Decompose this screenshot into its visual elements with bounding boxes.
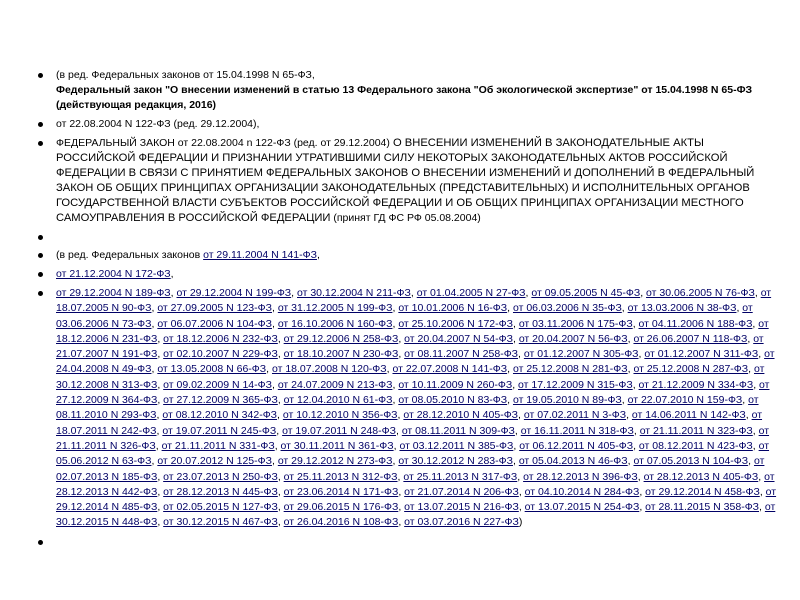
bullet-icon xyxy=(38,291,43,296)
law-link[interactable]: от 24.07.2009 N 213-ФЗ xyxy=(277,378,393,391)
law-link[interactable]: от 08.12.2010 N 342-ФЗ xyxy=(162,409,278,422)
edition-prefix: (в ред. Федеральных законов xyxy=(56,249,204,261)
list-item xyxy=(38,286,778,531)
link-separator: , xyxy=(277,348,284,361)
law-link[interactable]: от 30.06.2005 N 76-ФЗ xyxy=(646,287,755,299)
link-separator: , xyxy=(621,302,628,315)
link-separator: , xyxy=(276,424,283,437)
law-link[interactable]: от 03.12.2011 N 385-ФЗ xyxy=(399,439,514,452)
link-separator: , xyxy=(151,302,158,315)
law-link[interactable]: от 21.12.2009 N 334-ФЗ xyxy=(638,378,754,391)
law-link[interactable]: от 21.11.2011 N 326-ФЗ xyxy=(56,424,770,452)
link-separator: , xyxy=(633,424,640,437)
link-separator: , xyxy=(151,317,158,330)
link-separator: , xyxy=(157,348,164,361)
law-link[interactable]: от 26.04.2016 N 108-ФЗ xyxy=(283,516,399,529)
law-link[interactable]: от 28.11.2015 N 358-ФЗ xyxy=(645,501,760,514)
link-separator: , xyxy=(752,317,759,330)
link-separator: , xyxy=(398,516,405,529)
link-separator: , xyxy=(514,424,521,437)
link-separator: , xyxy=(507,302,513,315)
link-separator: , xyxy=(156,409,163,422)
law-link[interactable]: от 29.12.2004 N 189-ФЗ xyxy=(56,287,171,299)
law-adopted: (принят ГД ФС РФ 05.08.2004) xyxy=(330,212,481,224)
edition-laws xyxy=(56,248,778,263)
link-separator: , xyxy=(745,409,752,422)
link-separator: , xyxy=(637,470,644,483)
law-link[interactable]: от 07.05.2013 N 104-ФЗ xyxy=(633,455,749,468)
law-link[interactable]: от 13.03.2006 N 38-ФЗ xyxy=(627,302,737,315)
law-link[interactable]: от 30.12.2015 N 467-ФЗ xyxy=(163,516,278,529)
law-link[interactable]: от 24.04.2008 N 49-ФЗ xyxy=(56,348,775,376)
link-separator: , xyxy=(512,455,519,468)
link-separator: , xyxy=(747,332,754,345)
law-link[interactable]: от 23.06.2014 N 171-ФЗ xyxy=(283,485,399,498)
law-link[interactable]: от 22.07.2010 N 159-ФЗ xyxy=(627,394,743,407)
link-separator: , xyxy=(398,485,405,498)
law-link[interactable]: от 21.11.2011 N 331-ФЗ xyxy=(161,439,275,452)
link-separator: , xyxy=(397,409,404,422)
law-link[interactable]: от 01.12.2007 N 305-ФЗ xyxy=(523,348,639,361)
link-separator: , xyxy=(392,378,399,391)
link-separator: , xyxy=(277,485,284,498)
link-separator: , xyxy=(752,424,759,437)
law-link[interactable]: от 05.06.2012 N 63-ФЗ xyxy=(56,439,770,468)
law-link[interactable]: от 21.07.2014 N 206-ФЗ xyxy=(404,485,519,498)
link-separator: , xyxy=(392,455,399,468)
law-link[interactable]: от 29.06.2015 N 176-ФЗ xyxy=(283,501,399,514)
link-separator: , xyxy=(638,348,645,361)
link-separator: , xyxy=(398,501,405,514)
law-link[interactable]: от 03.07.2016 N 227-ФЗ xyxy=(404,516,519,529)
link-separator: , xyxy=(627,332,634,345)
link-separator: , xyxy=(151,455,158,468)
list-item xyxy=(38,248,778,263)
link-separator: , xyxy=(626,409,632,422)
link-separator: , xyxy=(170,268,174,280)
law-link[interactable]: от 21.11.2011 N 323-ФЗ xyxy=(639,424,753,437)
link-separator: , xyxy=(271,455,278,468)
law-prefix: ФЕДЕРАЛЬНЫЙ ЗАКОН от 22.08.2004 n 122-ФЗ (ред. от 29.12.2004) xyxy=(56,137,390,149)
amendments-list xyxy=(38,68,778,549)
link-separator: , xyxy=(621,394,628,407)
link-separator: ) xyxy=(518,516,523,529)
law-link[interactable]: от 10.01.2006 N 16-ФЗ xyxy=(398,302,508,315)
law-link[interactable]: от 16.11.2011 N 318-ФЗ xyxy=(520,424,634,437)
link-separator: , xyxy=(271,317,278,330)
law-link[interactable]: от 25.10.2006 N 172-ФЗ xyxy=(398,317,513,330)
link-separator: , xyxy=(512,317,519,330)
link-separator: , xyxy=(518,348,524,361)
law-link[interactable]: от 22.07.2008 N 141-ФЗ xyxy=(392,363,508,376)
law-link[interactable]: от 04.11.2006 N 188-ФЗ xyxy=(638,317,753,330)
link-separator: , xyxy=(748,455,754,468)
link-separator: , xyxy=(277,394,284,407)
law-link[interactable]: от 19.07.2011 N 245-ФЗ xyxy=(162,424,277,437)
link-separator: , xyxy=(518,485,525,498)
link-separator: , xyxy=(758,470,765,483)
law-link[interactable]: от 20.04.2007 N 54-ФЗ xyxy=(404,332,513,345)
link-separator: , xyxy=(271,302,278,315)
link-separator: , xyxy=(632,378,639,391)
law-link[interactable]: от 29.11.2004 N 141-ФЗ xyxy=(203,249,317,261)
law-link[interactable]: от 05.04.2013 N 46-ФЗ xyxy=(518,455,628,468)
link-separator: , xyxy=(410,287,417,299)
link-separator: , xyxy=(525,287,532,299)
link-separator: , xyxy=(277,501,284,514)
law-link[interactable]: от 17.12.2009 N 315-ФЗ xyxy=(518,378,633,391)
law-link[interactable]: от 18.07.2008 N 120-ФЗ xyxy=(271,363,387,376)
law-link[interactable]: от 08.11.2010 N 293-ФЗ xyxy=(56,394,759,422)
law-link[interactable]: от 16.10.2006 N 160-ФЗ xyxy=(277,317,393,330)
link-separator: , xyxy=(271,378,278,391)
link-separator: , xyxy=(736,302,743,315)
link-separator: , xyxy=(512,332,519,345)
law-link[interactable]: от 28.12.2010 N 405-ФЗ xyxy=(403,409,519,422)
bullet-icon xyxy=(38,73,43,78)
bullet-icon xyxy=(38,141,43,146)
list-item xyxy=(38,117,778,132)
link-separator: , xyxy=(742,394,749,407)
law-link[interactable]: от 18.12.2006 N 232-ФЗ xyxy=(163,332,278,345)
law-link[interactable]: от 29.12.2012 N 273-ФЗ xyxy=(277,455,393,468)
link-separator: , xyxy=(277,409,283,422)
link-separator: , xyxy=(507,394,513,407)
law-link[interactable]: от 06.03.2006 N 35-ФЗ xyxy=(512,302,622,315)
law-link[interactable]: от 06.07.2006 N 104-ФЗ xyxy=(157,317,272,330)
link-separator: , xyxy=(386,363,393,376)
link-separator: , xyxy=(748,363,754,376)
law-link[interactable]: от 21.12.2004 N 172-ФЗ xyxy=(56,268,171,280)
link-separator: , xyxy=(518,409,524,422)
link-separator: , xyxy=(753,378,760,391)
link-separator: , xyxy=(627,363,634,376)
document-page xyxy=(38,68,778,553)
link-separator: , xyxy=(274,439,281,452)
link-separator: , xyxy=(754,287,761,299)
law-title-bold: Федеральный закон "О внесении изменений в статью 13 Федерального закона "Об экологической экспертизе" от 15.04.1998 N 65-ФЗ (действующая редакция, 2016) xyxy=(56,84,753,111)
bullet-icon xyxy=(38,272,43,277)
law-link[interactable]: от 03.11.2006 N 175-ФЗ xyxy=(518,317,633,330)
link-separator: , xyxy=(632,317,639,330)
link-separator: , xyxy=(633,439,639,452)
bullet-icon xyxy=(38,540,43,545)
link-separator: , xyxy=(513,439,520,452)
law-link[interactable]: от 29.12.2006 N 258-ФЗ xyxy=(283,332,399,345)
link-separator: , xyxy=(393,439,400,452)
law-link[interactable]: от 08.05.2010 N 83-ФЗ xyxy=(398,394,508,407)
law-link[interactable]: от 02.05.2015 N 127-ФЗ xyxy=(163,501,278,514)
link-separator: , xyxy=(157,485,164,498)
link-separator: , xyxy=(758,348,765,361)
link-separator: , xyxy=(397,470,404,483)
list-item xyxy=(38,267,778,282)
link-separator: , xyxy=(316,249,320,261)
law-link[interactable]: от 30.11.2011 N 361-ФЗ xyxy=(280,439,394,452)
link-separator: , xyxy=(759,485,766,498)
law-link[interactable]: от 10.12.2010 N 356-ФЗ xyxy=(282,409,398,422)
amendment-links xyxy=(56,286,778,531)
bullet-icon xyxy=(38,253,43,258)
law-link[interactable]: от 23.07.2013 N 250-ФЗ xyxy=(163,470,278,483)
law-link[interactable]: от 27.12.2009 N 364-ФЗ xyxy=(56,378,770,407)
law-link[interactable]: от 25.12.2008 N 287-ФЗ xyxy=(633,363,749,376)
link-separator: , xyxy=(392,302,399,315)
link-separator: , xyxy=(155,439,162,452)
law-link[interactable]: от 04.10.2014 N 284-ФЗ xyxy=(524,485,640,498)
law-link[interactable]: от 18.07.2005 N 90-ФЗ xyxy=(56,287,772,315)
link-separator: , xyxy=(277,470,284,483)
law-title-caps: О ВНЕСЕНИИ ИЗМЕНЕНИЙ В ЗАКОНОДАТЕЛЬНЫЕ АКТЫ РОССИЙСКОЙ ФЕДЕРАЦИИ И ПРИЗНАНИИ УТРАТИВШИМИ СИЛУ НЕКОТОРЫХ ЗАКОНОДАТЕЛЬНЫХ АКТОВ РОССИЙСКОЙ ФЕДЕРАЦИИ В СВЯЗИ С ПРИНЯТИЕМ ФЕДЕРАЛЬНЫХ ЗАКОНОВ О ВНЕСЕНИИ ИЗМЕНЕНИЙ И ДОПОЛНЕНИЙ В ФЕДЕРАЛЬНЫЙ ЗАКОН ОБ ОБЩИХ ПРИНЦИПАХ ОРГАНИЗАЦИИ ЗАКОНОДАТЕЛЬНЫХ (ПРЕДСТАВИТЕЛЬНЫХ) И ИСПОЛНИТЕЛЬНЫХ ОРГАНОВ ГОСУДАРСТВЕННОЙ ВЛАСТИ СУБЪЕКТОВ РОССИЙСКОЙ ФЕДЕРАЦИИ И ОБ ОБЩИХ ПРИНЦИПАХ ОРГАНИЗАЦИИ МЕСТНОГО САМОУПРАВЛЕНИЯ В РОССИЙСКОЙ ФЕДЕРАЦИИ xyxy=(56,137,755,224)
link-separator: , xyxy=(392,317,399,330)
law-link[interactable]: от 08.11.2007 N 258-ФЗ xyxy=(404,348,519,361)
law-link[interactable]: от 29.12.2004 N 199-ФЗ xyxy=(176,287,292,299)
law-link[interactable]: от 01.04.2005 N 27-ФЗ xyxy=(416,287,526,299)
law-link[interactable]: от 13.07.2015 N 254-ФЗ xyxy=(524,501,640,514)
law-link[interactable]: от 09.05.2005 N 45-ФЗ xyxy=(531,287,641,299)
link-separator: , xyxy=(392,394,399,407)
law-link[interactable]: от 28.12.2013 N 396-ФЗ xyxy=(523,470,638,483)
link-separator: , xyxy=(157,501,164,514)
law-link[interactable]: от 12.04.2010 N 61-ФЗ xyxy=(283,394,393,407)
link-separator: , xyxy=(627,455,634,468)
law-link[interactable]: от 27.12.2009 N 365-ФЗ xyxy=(163,394,278,407)
law-link[interactable]: от 03.06.2006 N 73-ФЗ xyxy=(56,302,753,330)
link-separator: , xyxy=(170,287,177,299)
link-separator: , xyxy=(398,332,405,345)
link-separator: , xyxy=(517,470,524,483)
law-link[interactable]: от 02.10.2007 N 229-ФЗ xyxy=(163,348,278,361)
link-separator: , xyxy=(157,470,164,483)
law-link[interactable]: от 06.12.2011 N 405-ФЗ xyxy=(519,439,634,452)
edition-note: (в ред. Федеральных законов от 15.04.1998 N 65-ФЗ, xyxy=(56,69,315,81)
law-link[interactable]: от 10.11.2009 N 260-ФЗ xyxy=(398,378,513,391)
law-link[interactable]: от 31.12.2005 N 199-ФЗ xyxy=(277,302,393,315)
law-link[interactable]: от 09.02.2009 N 14-ФЗ xyxy=(163,378,272,391)
law-link[interactable]: от 30.12.2004 N 211-ФЗ xyxy=(297,287,411,299)
link-separator: , xyxy=(277,332,284,345)
law-link[interactable]: от 07.02.2011 N 3-ФЗ xyxy=(523,409,627,422)
bullet-icon xyxy=(38,235,43,240)
law-link[interactable]: от 18.10.2007 N 230-ФЗ xyxy=(283,348,399,361)
link-separator: , xyxy=(759,501,765,514)
link-separator: , xyxy=(518,501,525,514)
link-separator: , xyxy=(640,287,647,299)
law-link[interactable]: от 25.12.2008 N 281-ФЗ xyxy=(512,363,628,376)
law-link[interactable]: от 21.07.2007 N 191-ФЗ xyxy=(56,332,764,361)
law-link[interactable]: от 01.12.2007 N 311-ФЗ xyxy=(644,348,759,361)
law-link[interactable]: от 29.12.2014 N 458-ФЗ xyxy=(645,485,760,498)
law-link[interactable]: от 28.12.2013 N 442-ФЗ xyxy=(56,470,775,498)
law-link[interactable]: от 13.07.2015 N 216-ФЗ xyxy=(404,501,519,514)
link-separator: , xyxy=(507,363,513,376)
bullet-icon xyxy=(38,122,43,127)
link-separator: , xyxy=(277,516,284,529)
law-link[interactable]: от 28.12.2013 N 445-ФЗ xyxy=(163,485,278,498)
law-link[interactable]: от 19.07.2011 N 248-ФЗ xyxy=(282,424,396,437)
law-link[interactable]: от 20.07.2012 N 125-ФЗ xyxy=(157,455,272,468)
link-separator: , xyxy=(157,378,164,391)
edition-date: от 22.08.2004 N 122-ФЗ (ред. 29.12.2004), xyxy=(56,118,260,130)
law-link[interactable]: от 25.11.2013 N 317-ФЗ xyxy=(403,470,518,483)
link-separator: , xyxy=(291,287,297,299)
link-separator: , xyxy=(151,363,158,376)
link-separator: , xyxy=(752,439,759,452)
law-link[interactable]: от 18.12.2006 N 231-ФЗ xyxy=(56,317,769,345)
link-separator: , xyxy=(266,363,272,376)
law-link[interactable]: от 08.12.2011 N 423-ФЗ xyxy=(638,439,753,452)
law-link[interactable]: от 13.05.2008 N 66-ФЗ xyxy=(157,363,267,376)
law-link[interactable]: от 14.06.2011 N 142-ФЗ xyxy=(631,409,746,422)
law-link[interactable]: от 30.12.2008 N 313-ФЗ xyxy=(56,363,765,391)
law-link[interactable]: от 30.12.2012 N 283-ФЗ xyxy=(398,455,513,468)
list-item xyxy=(38,68,778,113)
law-link[interactable]: от 26.06.2007 N 118-ФЗ xyxy=(633,332,748,345)
law-link[interactable]: от 29.12.2014 N 485-ФЗ xyxy=(56,485,777,514)
law-link[interactable]: от 30.12.2015 N 448-ФЗ xyxy=(56,501,776,529)
law-link[interactable]: от 19.05.2010 N 89-ФЗ xyxy=(512,394,622,407)
link-separator: , xyxy=(157,332,164,345)
law-link[interactable]: от 02.07.2013 N 185-ФЗ xyxy=(56,455,765,483)
list-item-empty xyxy=(38,535,778,549)
list-item-empty xyxy=(38,230,778,244)
law-link[interactable]: от 08.11.2011 N 309-ФЗ xyxy=(401,424,515,437)
law-link[interactable]: от 28.12.2013 N 405-ФЗ xyxy=(643,470,759,483)
link-separator: , xyxy=(156,424,163,437)
link-separator: , xyxy=(639,501,646,514)
law-link[interactable]: от 18.07.2011 N 242-ФЗ xyxy=(56,409,763,437)
edition-law xyxy=(56,267,778,282)
law-link[interactable]: от 20.04.2007 N 56-ФЗ xyxy=(518,332,628,345)
law-link[interactable]: от 25.11.2013 N 312-ФЗ xyxy=(283,470,398,483)
link-separator: , xyxy=(639,485,646,498)
list-item xyxy=(38,136,778,226)
link-separator: , xyxy=(157,394,164,407)
federal-law-heading xyxy=(56,136,778,226)
law-link[interactable]: от 27.09.2005 N 123-ФЗ xyxy=(157,302,272,315)
link-separator: , xyxy=(157,516,164,529)
link-separator: , xyxy=(398,348,405,361)
link-separator: , xyxy=(395,424,402,437)
link-separator: , xyxy=(512,378,519,391)
